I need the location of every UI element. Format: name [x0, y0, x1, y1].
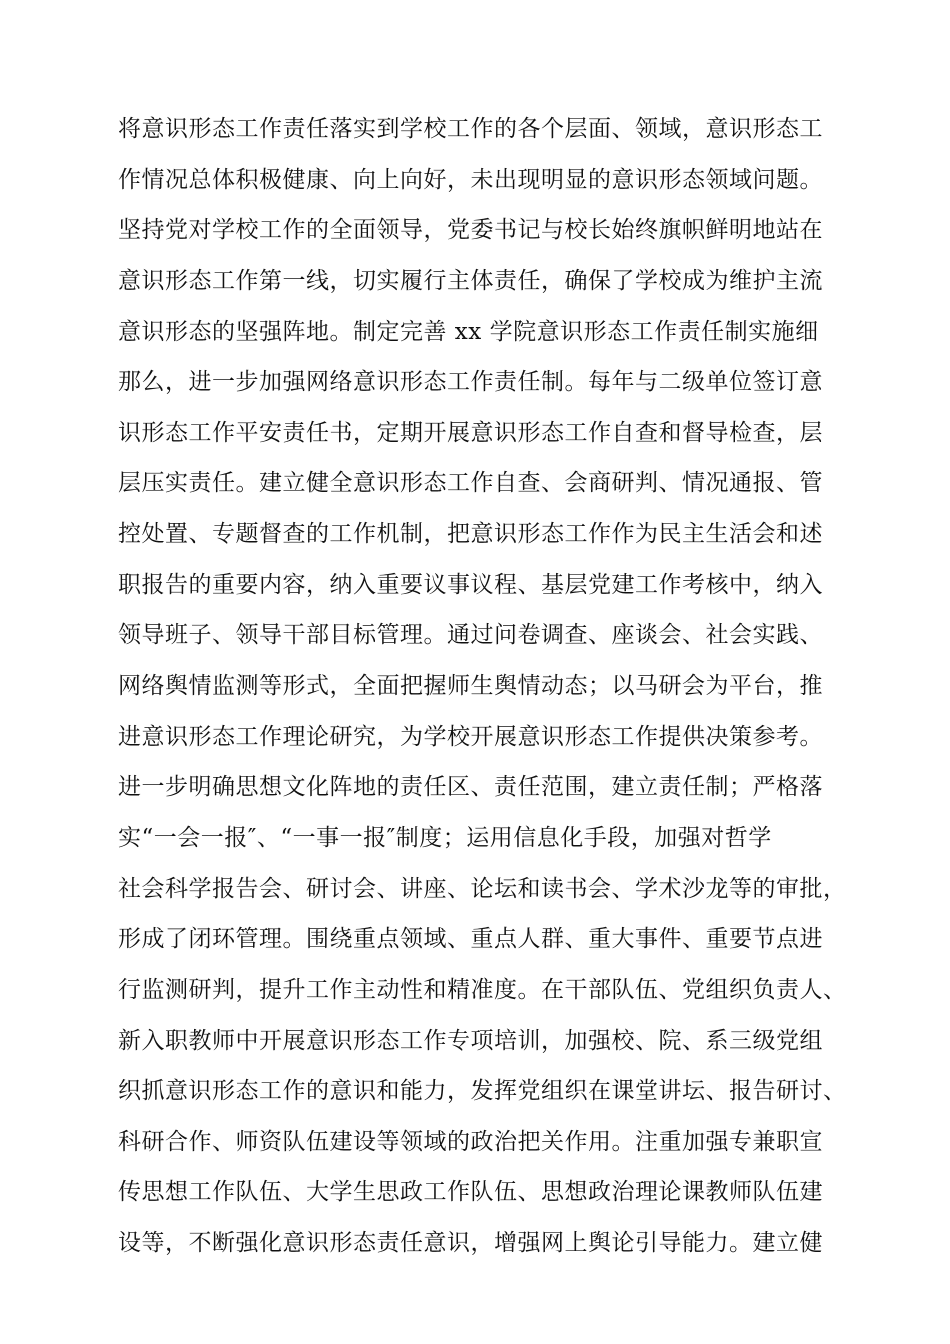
- text-line: 织抓意识形态工作的意识和能力，发挥党组织在课堂讲坛、报告研讨、: [118, 1078, 847, 1105]
- text-line: 形成了闭环管理。围绕重点领域、重点人群、重大事件、重要节点进: [118, 926, 823, 953]
- text-line: 层压实责任。建立健全意识形态工作自查、会商研判、情况通报、管: [118, 470, 823, 497]
- text-line: 将意识形态工作责任落实到学校工作的各个层面、领域，意识形态工: [118, 116, 823, 142]
- text-line: 实“一会一报″、“一事一报″制度；运用信息化手段，加强对哲学: [118, 824, 772, 851]
- body-text: [118, 104, 878, 1269]
- text-line: 职报告的重要内容，纳入重要议事议程、基层党建工作考核中，纳入: [118, 571, 823, 598]
- text-line: 进一步明确思想文化阵地的责任区、责任范围，建立责任制；严格落: [118, 774, 823, 801]
- text-line: 意识形态工作第一线，切实履行主体责任，确保了学校成为维护主流: [118, 267, 823, 294]
- text-line: 网络舆情监测等形式，全面把握师生舆情动态；以马研会为平台，推: [118, 673, 823, 700]
- text-line: 意识形态的坚强阵地。制定完善 xx 学院意识形态工作责任制实施细: [118, 318, 819, 345]
- text-line: 那么，进一步加强网络意识形态工作责任制。每年与二级单位签订意: [118, 369, 823, 396]
- text-line: 新入职教师中开展意识形态工作专项培训，加强校、院、系三级党组: [118, 1027, 823, 1054]
- text-line: 行监测研判，提升工作主动性和精准度。在干部队伍、党组织负责人、: [118, 976, 847, 1003]
- text-line: 领导班子、领导干部目标管理。通过问卷调查、座谈会、社会实践、: [118, 622, 823, 649]
- text-line: 控处置、专题督查的工作机制，把意识形态工作作为民主生活会和述: [118, 521, 823, 548]
- text-line: 作情况总体积极健康、向上向好，未出现明显的意识形态领域问题。: [118, 166, 823, 193]
- text-line: 进意识形态工作理论研究，为学校开展意识形态工作提供决策参考。: [118, 723, 823, 750]
- text-line: 设等，不断强化意识形态责任意识，增强网上舆论引导能力。建立健: [118, 1230, 823, 1257]
- text-line: 识形态工作平安责任书，定期开展意识形态工作自查和督导检查，层: [118, 419, 823, 446]
- text-line: 坚持党对学校工作的全面领导，党委书记与校长始终旗帜鲜明地站在: [118, 217, 823, 244]
- text-line: 科研合作、师资队伍建设等领域的政治把关作用。注重加强专兼职宣: [118, 1128, 823, 1155]
- text-line: 社会科学报告会、研讨会、讲座、论坛和读书会、学术沙龙等的审批，: [118, 875, 847, 902]
- text-line: 传思想工作队伍、大学生思政工作队伍、思想政治理论课教师队伍建: [118, 1179, 823, 1206]
